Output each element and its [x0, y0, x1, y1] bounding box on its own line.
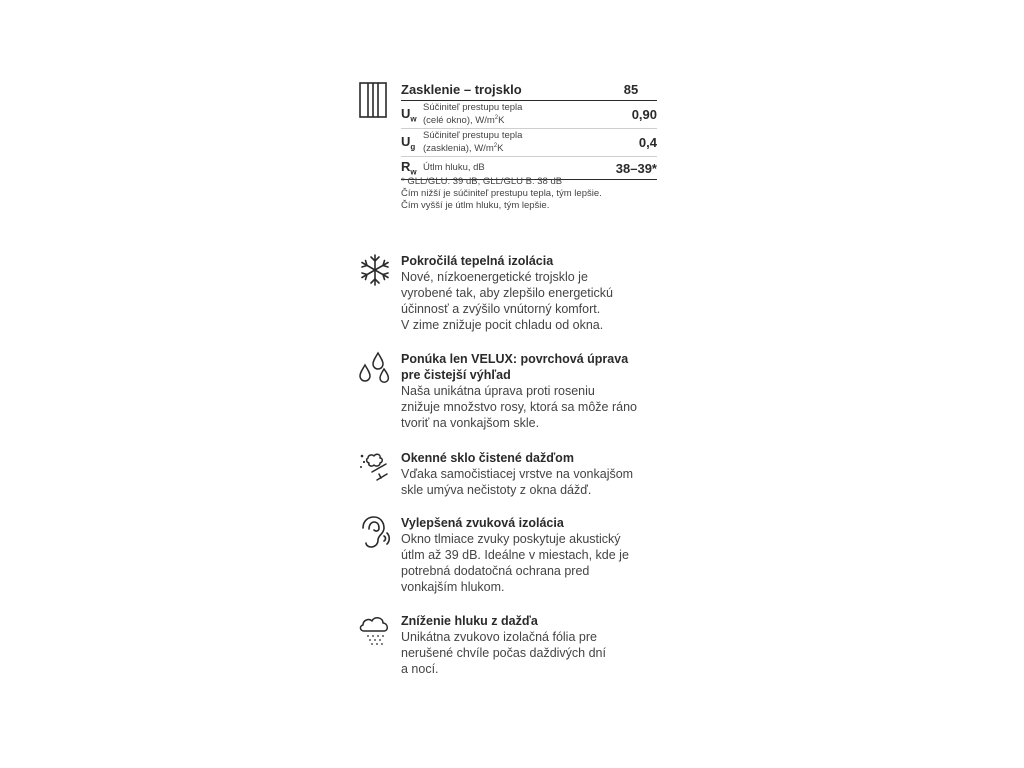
feature-title: Okenné sklo čistené dažďom	[401, 451, 574, 465]
feature-body: Naša unikátna úprava proti roseniu	[401, 384, 595, 398]
spec-note: Čím vyšší je útlm hluku, tým lepšie.	[401, 200, 550, 211]
feature-body: skle umýva nečistoty z okna dážď.	[401, 483, 592, 497]
feature-body: V zime znižuje pocit chladu od okna.	[401, 318, 604, 332]
feature-body: nerušené chvíle počas daždivých dní	[401, 646, 606, 660]
spec-description: Súčiniteľ prestupu tepla (celé okno), $W/m^2K$	[423, 101, 523, 127]
spec-header-value: 85	[623, 81, 639, 97]
feature-body: Nové, nízkoenergetické trojsklo je	[401, 270, 588, 284]
spec-row-uw	[401, 101, 657, 129]
feature-text	[401, 515, 663, 595]
spec-header-label: Zasklenie – trojsklo	[401, 81, 522, 97]
spec-value: 38–39*	[615, 160, 657, 176]
feature-body: Vďaka samočistiacej vrstve na vonkajšom	[401, 467, 634, 481]
spec-symbol: $U_g$	[401, 133, 416, 152]
self-cleaning-glass-icon	[358, 450, 392, 484]
spec-value: 0,4	[638, 135, 657, 150]
spec-value: 0,90	[631, 107, 657, 122]
feature-body: a nocí.	[401, 662, 439, 676]
feature-body: Okno tlmiace zvuky poskytuje akustický	[401, 532, 621, 546]
feature-body: vonkajším hlukom.	[401, 580, 505, 594]
feature-body: znižuje množstvo rosy, ktorá sa môže ráno	[401, 400, 637, 414]
spec-notes	[401, 176, 661, 212]
feature-text	[401, 253, 663, 333]
feature-body: tvoriť na vonkajšom skle.	[401, 416, 540, 430]
feature-title: Zníženie hluku z dažďa	[401, 614, 538, 628]
feature-text	[401, 351, 663, 431]
spec-symbol: $U_w$	[401, 105, 417, 124]
feature-body: účinnosť a zvýšilo vnútorný komfort.	[401, 302, 601, 316]
triple-glazing-icon	[359, 82, 387, 118]
feature-text	[401, 613, 663, 677]
water-drops-icon	[358, 351, 392, 385]
spec-description: Súčiniteľ prestupu tepla (zasklenia), $W/m^2K$	[423, 129, 523, 155]
feature-title: Vylepšená zvuková izolácia	[401, 516, 564, 530]
spec-symbol: $R_w$	[401, 159, 417, 177]
feature-title: Pokročilá tepelná izolácia	[401, 254, 554, 268]
rain-cloud-icon	[358, 613, 392, 647]
feature-body: Unikátna zvukovo izolačná fólia pre	[401, 630, 597, 644]
spec-row-ug	[401, 129, 657, 157]
ear-sound-icon	[358, 515, 392, 549]
spec-note: Čím nižší je súčiniteľ prestupu tepla, tým lepšie.	[401, 188, 602, 199]
feature-body: vyrobené tak, aby zlepšilo energetickú	[401, 286, 613, 300]
feature-body: potrebná dodatočná ochrana pred	[401, 564, 590, 578]
feature-title: pre čistejší výhľad	[401, 368, 511, 382]
snowflake-icon	[358, 253, 392, 287]
feature-text	[401, 450, 663, 498]
spec-table	[401, 78, 657, 180]
spec-header	[401, 78, 657, 101]
spec-description: Útlm hluku, dB	[423, 162, 485, 173]
feature-title: Ponúka len VELUX: povrchová úprava	[401, 352, 629, 366]
spec-note: * GLL/GLU: 39 dB; GLL/GLU B: 38 dB	[401, 176, 563, 187]
feature-body: útlm až 39 dB. Ideálne v miestach, kde je	[401, 548, 629, 562]
